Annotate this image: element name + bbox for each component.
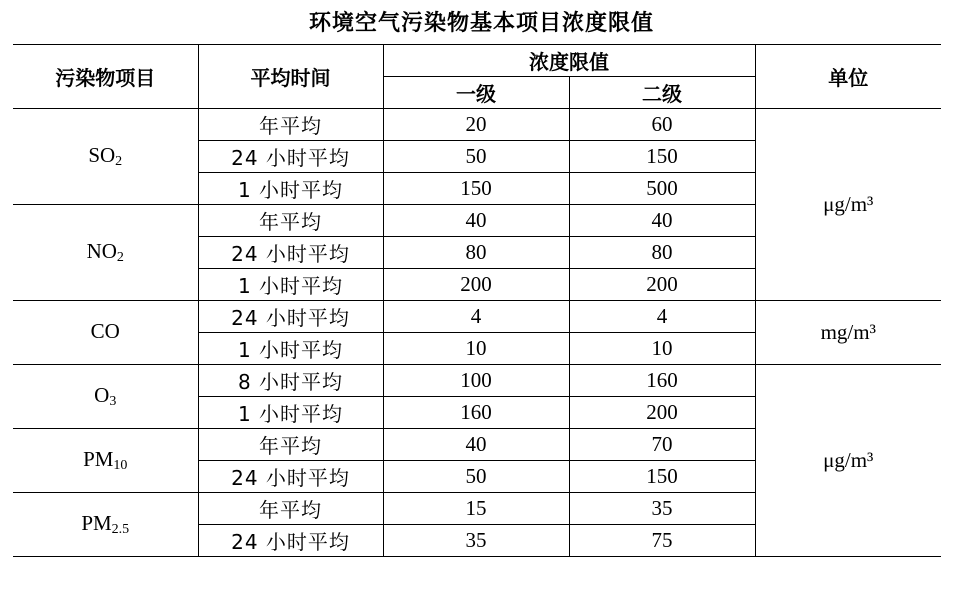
- time-cell: 24 小时平均: [198, 237, 383, 269]
- header-grade1: 一级: [383, 77, 569, 109]
- time-cell: 年平均: [198, 429, 383, 461]
- unit-ug-2: μg/m³: [755, 365, 941, 557]
- pollutant-pm10: $PM_{10}$: [13, 429, 198, 493]
- grade1-cell: 50: [383, 461, 569, 493]
- pollutant-so2: $SO_2$: [13, 109, 198, 205]
- table-row: [13, 109, 941, 141]
- grade1-cell: 160: [383, 397, 569, 429]
- header-row-1: [13, 45, 941, 77]
- grade2-cell: 200: [569, 269, 755, 301]
- time-cell: 年平均: [198, 205, 383, 237]
- grade2-cell: 4: [569, 301, 755, 333]
- time-cell: 年平均: [198, 493, 383, 525]
- pollutant-o3: $O_3$: [13, 365, 198, 429]
- header-time: 平均时间: [198, 45, 383, 109]
- header-limit: 浓度限值: [383, 45, 755, 77]
- grade1-cell: 80: [383, 237, 569, 269]
- unit-ug-1: μg/m³: [755, 109, 941, 301]
- time-cell: 1 小时平均: [198, 333, 383, 365]
- time-cell: 24 小时平均: [198, 301, 383, 333]
- grade1-cell: 40: [383, 205, 569, 237]
- header-grade2: 二级: [569, 77, 755, 109]
- table-row: [13, 301, 941, 333]
- grade2-cell: 200: [569, 397, 755, 429]
- header-pollutant: 污染物项目: [13, 45, 198, 109]
- grade1-cell: 35: [383, 525, 569, 557]
- grade2-cell: 80: [569, 237, 755, 269]
- header-unit: 单位: [755, 45, 941, 109]
- grade1-cell: 200: [383, 269, 569, 301]
- time-cell: 8 小时平均: [198, 365, 383, 397]
- unit-mg: mg/m³: [755, 301, 941, 365]
- table-title: 环境空气污染物基本项目浓度限值: [308, 11, 654, 36]
- grade2-cell: 60: [569, 109, 755, 141]
- pollutant-pm25: $PM_{2.5}$: [13, 493, 198, 557]
- time-cell: 年平均: [198, 109, 383, 141]
- grade2-cell: 40: [569, 205, 755, 237]
- time-cell: 24 小时平均: [198, 525, 383, 557]
- grade2-cell: 500: [569, 173, 755, 205]
- grade2-cell: 150: [569, 141, 755, 173]
- grade1-cell: 40: [383, 429, 569, 461]
- grade1-cell: 15: [383, 493, 569, 525]
- concentration-limits-table: [13, 44, 941, 557]
- grade2-cell: 160: [569, 365, 755, 397]
- grade1-cell: 50: [383, 141, 569, 173]
- grade2-cell: 150: [569, 461, 755, 493]
- grade1-cell: 100: [383, 365, 569, 397]
- time-cell: 1 小时平均: [198, 173, 383, 205]
- grade1-cell: 20: [383, 109, 569, 141]
- time-cell: 24 小时平均: [198, 141, 383, 173]
- grade1-cell: 4: [383, 301, 569, 333]
- grade2-cell: 75: [569, 525, 755, 557]
- grade1-cell: 150: [383, 173, 569, 205]
- time-cell: 24 小时平均: [198, 461, 383, 493]
- pollutant-co: CO: [13, 301, 198, 365]
- grade2-cell: 10: [569, 333, 755, 365]
- grade2-cell: 70: [569, 429, 755, 461]
- table-row: [13, 365, 941, 397]
- pollutant-no2: $NO_2$: [13, 205, 198, 301]
- grade2-cell: 35: [569, 493, 755, 525]
- grade1-cell: 10: [383, 333, 569, 365]
- time-cell: 1 小时平均: [198, 269, 383, 301]
- time-cell: 1 小时平均: [198, 397, 383, 429]
